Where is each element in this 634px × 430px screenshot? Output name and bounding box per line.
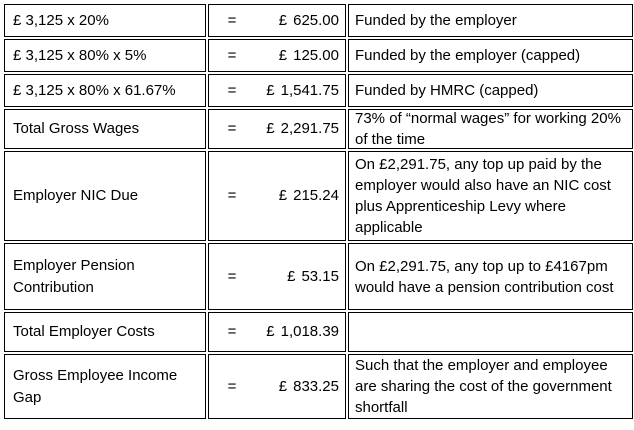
row-1-currency-symbol: £ (278, 11, 288, 29)
row-4-note: 73% of “normal wages” for working 20% of the time (355, 110, 621, 148)
row-7-amount-cell (208, 312, 346, 352)
row-1-amount-cell (208, 4, 346, 37)
row-6-amount-cell (208, 243, 346, 310)
row-5-currency-symbol: £ (278, 187, 288, 204)
row-4-note-cell (348, 109, 633, 149)
row-3-amount-cell (208, 74, 346, 107)
row-8-amount-cell (208, 354, 346, 419)
row-6-label: Employer Pension Contribution (13, 256, 135, 296)
row-8-currency-symbol: £ (278, 377, 288, 395)
row-2-currency-symbol: £ (278, 46, 288, 64)
row-5-label: Employer NIC Due (13, 187, 139, 204)
row-7-label-cell (4, 312, 206, 352)
row-1-amount: 625.00 (293, 11, 339, 29)
row-7-currency-symbol: £ (266, 323, 275, 340)
row-8-note-cell (348, 354, 633, 419)
row-2-label-cell (4, 39, 206, 72)
row-5-amount: 215.24 (293, 187, 339, 204)
row-7-note-cell (348, 312, 633, 352)
row-8-label: Gross Employee Income Gap (13, 366, 178, 406)
row-7-equals-sign: = (227, 323, 237, 340)
row-7-label: Total Employer Costs (13, 323, 155, 340)
row-1-note: Funded by the employer (355, 12, 517, 29)
row-6-currency-symbol: £ (287, 267, 296, 285)
cost-breakdown-table (4, 4, 629, 419)
row-1-label: £ 3,125 x 20% (13, 11, 109, 29)
row-4-label-cell (4, 109, 206, 149)
row-3-label-cell (4, 74, 206, 107)
row-7-amount: 1,018.39 (280, 323, 339, 340)
row-5-note-cell (348, 151, 633, 241)
row-2-amount-cell (208, 39, 346, 72)
row-2-amount: 125.00 (293, 46, 339, 64)
row-8-note: Such that the employer and employee are sharing the cost of the government shortfall (355, 357, 612, 416)
row-4-currency-symbol: £ (266, 120, 275, 137)
row-3-currency-symbol: £ (266, 81, 275, 99)
row-8-equals-sign: = (227, 377, 237, 395)
row-5-amount-cell (208, 151, 346, 241)
row-2-equals-sign: = (227, 46, 237, 64)
row-6-note-cell (348, 243, 633, 310)
row-4-amount: 2,291.75 (280, 120, 339, 137)
row-1-note-cell (348, 4, 633, 37)
row-3-amount: 1,541.75 (280, 81, 339, 99)
row-6-amount: 53.15 (301, 267, 339, 285)
row-3-label: £ 3,125 x 80% x 61.67% (13, 81, 176, 99)
row-6-label-cell (4, 243, 206, 310)
row-3-note-cell (348, 74, 633, 107)
row-8-label-cell (4, 354, 206, 419)
row-3-note: Funded by HMRC (capped) (355, 82, 539, 99)
row-4-label: Total Gross Wages (13, 120, 140, 137)
row-2-note-cell (348, 39, 633, 72)
row-6-note: On £2,291.75, any top up to £4167pm would have a pension contribution cost (355, 257, 614, 296)
row-4-amount-cell (208, 109, 346, 149)
row-4-equals-sign: = (227, 120, 237, 137)
row-1-label-cell (4, 4, 206, 37)
row-5-note: On £2,291.75, any top up paid by the employer would also have an NIC cost plus Apprenticeship Levy where applicable (355, 156, 611, 236)
row-6-equals-sign: = (227, 267, 237, 285)
row-8-amount: 833.25 (293, 377, 339, 395)
row-5-equals-sign: = (227, 187, 237, 204)
row-3-equals-sign: = (227, 81, 237, 99)
row-2-label: £ 3,125 x 80% x 5% (13, 46, 147, 64)
row-2-note: Funded by the employer (capped) (355, 47, 581, 64)
row-1-equals-sign: = (227, 11, 237, 29)
row-5-label-cell (4, 151, 206, 241)
